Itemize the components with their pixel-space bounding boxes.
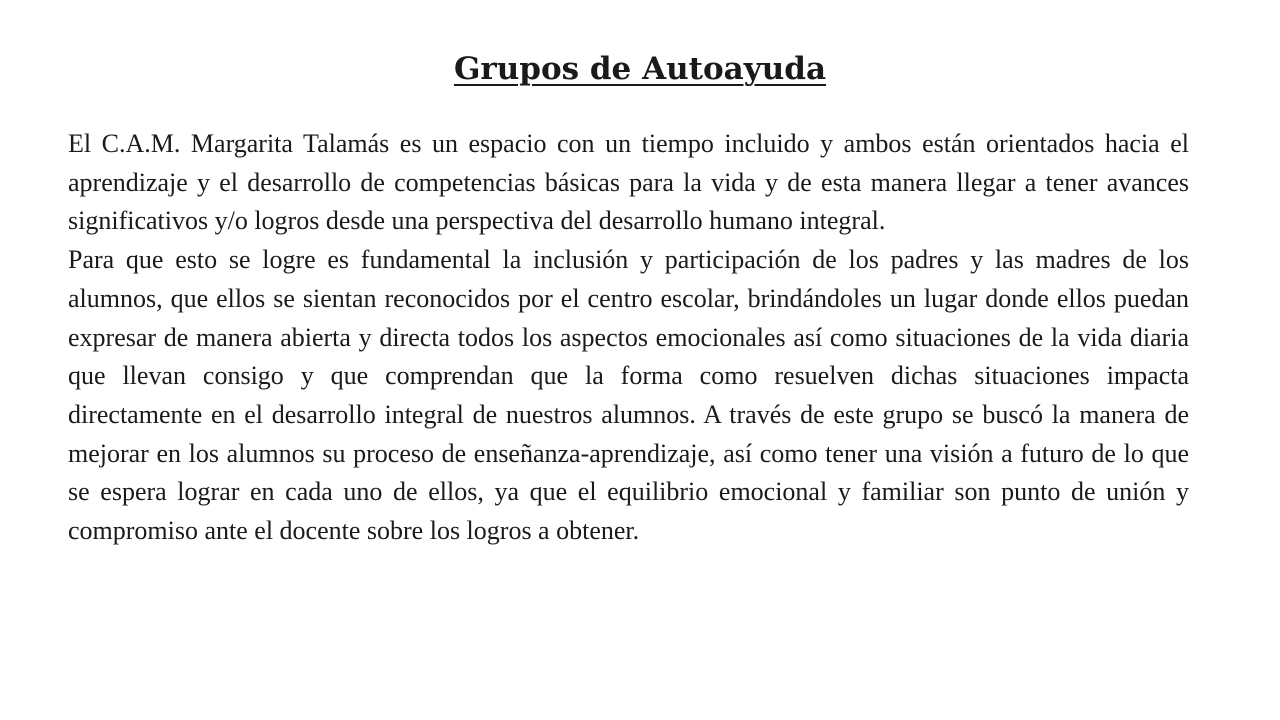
- paragraph-intro: El C.A.M. Margarita Talamás es un espacio con un tiempo incluido y ambos están orientados hacia el aprendizaje y el desarrollo de competencias básicas para la vida y de esta manera llegar a tener avances significativos y/o logros desde una perspectiva del desarrollo humano integral.: [68, 129, 1189, 236]
- document-body: [68, 125, 1189, 551]
- document-title: Grupos de Autoayuda: [453, 51, 827, 87]
- paragraph-participation: Para que esto se logre es fundamental la inclusión y participación de los padres y las madres de los alumnos, que ellos se sientan reconocidos por el centro escolar, brindándoles un lugar donde ellos puedan expresar de manera abierta y directa todos los aspectos emocionales así como situaciones de la vida diaria que llevan consigo y que comprendan que la forma como resuelven dichas situaciones impacta directamente en el desarrollo integral de nuestros alumnos. A través de este grupo se buscó la manera de mejorar en los alumnos su proceso de enseñanza-aprendizaje, así como tener una visión a futuro de lo que se espera lograr en cada uno de ellos, ya que el equilibrio emocional y familiar son punto de unión y compromiso ante el docente sobre los logros a obtener.: [68, 245, 1189, 546]
